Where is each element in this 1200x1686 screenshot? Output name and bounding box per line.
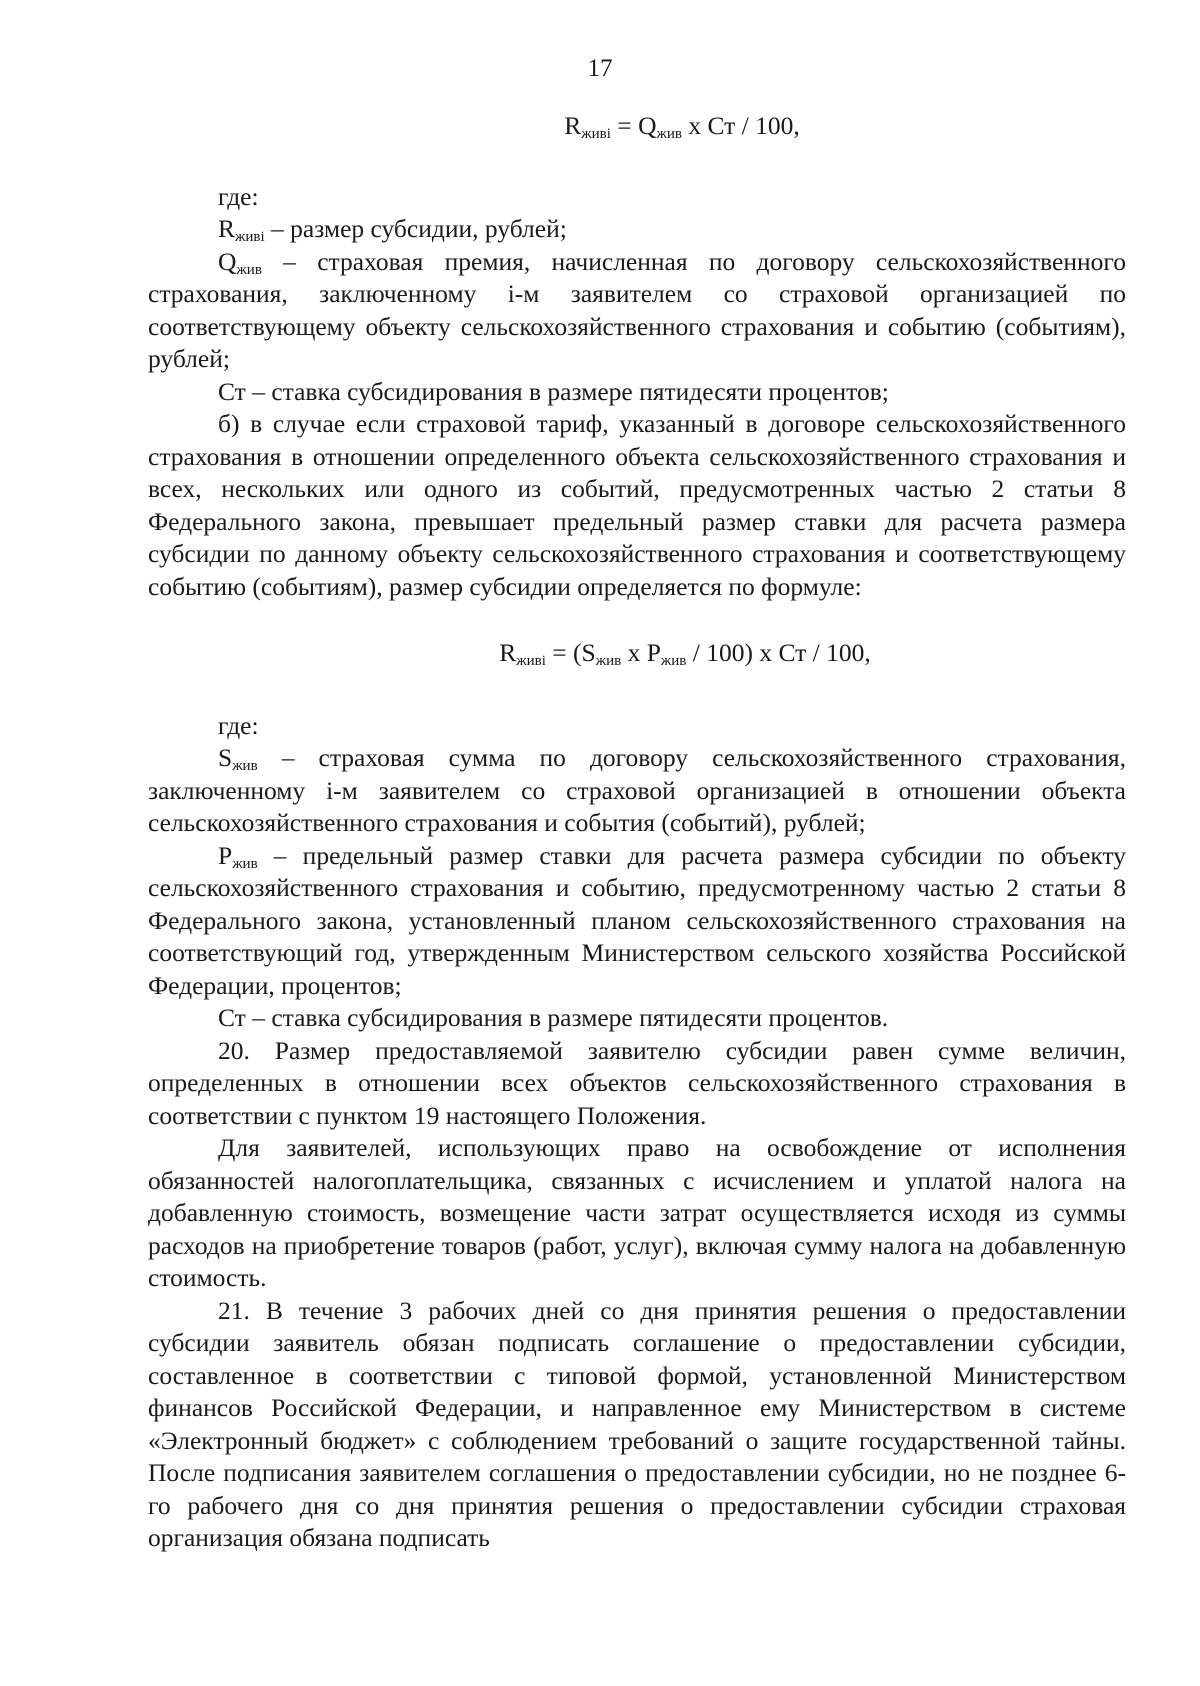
formula-text: / 100) x Ст / 100, <box>686 638 871 667</box>
formula-subscript: жив <box>595 653 622 669</box>
definition-s <box>148 742 1126 840</box>
subscript: живi <box>235 229 265 245</box>
symbol: Q <box>218 246 237 276</box>
formula-text: = (S <box>545 638 596 667</box>
definition-text: – страховая премия, начисленная по договору сельскохозяйственного страхования, заключенному i-м заявителем со страховой организацией по соответствующему объекту сельскохозяйственного страхования и событию (событиям), рублей; <box>148 246 1126 373</box>
definition-st: Ст – ставка субсидирования в размере пятидесяти процентов. <box>218 1003 889 1032</box>
definition-p <box>148 840 1126 1003</box>
paragraph-b: б) в случае если страховой тариф, указанный в договоре сельскохозяйственного страхования в отношении определенного объекта сельскохозяйственного страхования и всех, нескольких или одного из событий, предусмотренных частью 2 статьи 8 Федерального закона, превышает предельный размер ставки для расчета размера субсидии по данному объекту сельскохозяйственного страхования и соответствующему событию (событиям), размер субсидии определяется по формуле: <box>148 409 1126 601</box>
paragraph-21: 21. В течение 3 рабочих дней со дня принятия решения о предоставлении субсидии заявитель обязан подписать соглашение о предоставлении субсидии, составленное в соответствии с типовой формой, установленной Министерством финансов Российской Федерации, и направленное ему Министерством в системе «Электронный бюджет» с соблюдением требований о защите государственной тайны. После подписания заявителем соглашения о предоставлении субсидии, но не позднее 6-го рабочего дня со дня принятия решения о предоставлении субсидии страховая организация обязана подписать <box>148 1295 1126 1552</box>
formula-text: x P <box>621 638 661 667</box>
formula-symbol: R <box>499 638 517 667</box>
formula-symbol: R <box>564 111 582 140</box>
page-content <box>148 110 1126 1555</box>
formula-text: x Ст / 100, <box>681 111 800 140</box>
symbol: S <box>218 743 233 772</box>
formula-subscript: живi <box>581 126 611 142</box>
definition-st: Ст – ставка субсидирования в размере пятидесяти процентов; <box>218 376 889 406</box>
paragraph-vat: Для заявителей, использующих право на освобождение от исполнения обязанностей налогоплательщика, связанных с исчислением и уплатой налога на добавленную стоимость, возмещение части затрат осуществляется исходя из суммы расходов на приобретение товаров (работ, услуг), включая сумму налога на добавленную стоимость. <box>148 1133 1126 1292</box>
symbol: R <box>218 214 236 243</box>
formula-tariff-subsidy <box>148 637 1126 670</box>
definition-text: – предельный размер ставки для расчета размера субсидии по объекту сельскохозяйственного страхования и событию, предусмотренному частью 2 статьи 8 Федерального закона, установленный планом сельскохозяйственного страхования на соответствующий год, утвержденным Министерством сельского хозяйства Российской Федерации, процентов; <box>148 840 1126 1000</box>
formula-subscript: жив <box>660 653 687 669</box>
subscript: жив <box>236 261 262 278</box>
page-number: 17 <box>587 55 613 82</box>
subscript: жив <box>232 758 258 774</box>
where-label: где: <box>218 181 259 211</box>
where-label: где: <box>218 710 259 740</box>
formula-premium-subsidy <box>148 110 1126 143</box>
subscript: жив <box>232 855 258 872</box>
definition-text: – страховая сумма по договору сельскохозяйственного страхования, заключенному i-м заявителем со страховой организацией в отношении объекта сельскохозяйственного страхования и события (событий), рублей; <box>148 743 1126 837</box>
definition-q <box>148 246 1126 376</box>
definition-r <box>148 213 1126 246</box>
paragraph-20: 20. Размер предоставляемой заявителю субсидии равен сумме величин, определенных в отношении всех объектов сельскохозяйственного страхования в соответствии с пунктом 19 настоящего Положения. <box>148 1035 1126 1130</box>
formula-text: = <box>610 111 639 140</box>
formula-symbol: Q <box>638 111 657 140</box>
symbol: P <box>218 840 233 870</box>
definition-text: – размер субсидии, рублей; <box>264 214 567 243</box>
formula-subscript: жив <box>656 126 682 142</box>
formula-subscript: живi <box>516 653 546 669</box>
